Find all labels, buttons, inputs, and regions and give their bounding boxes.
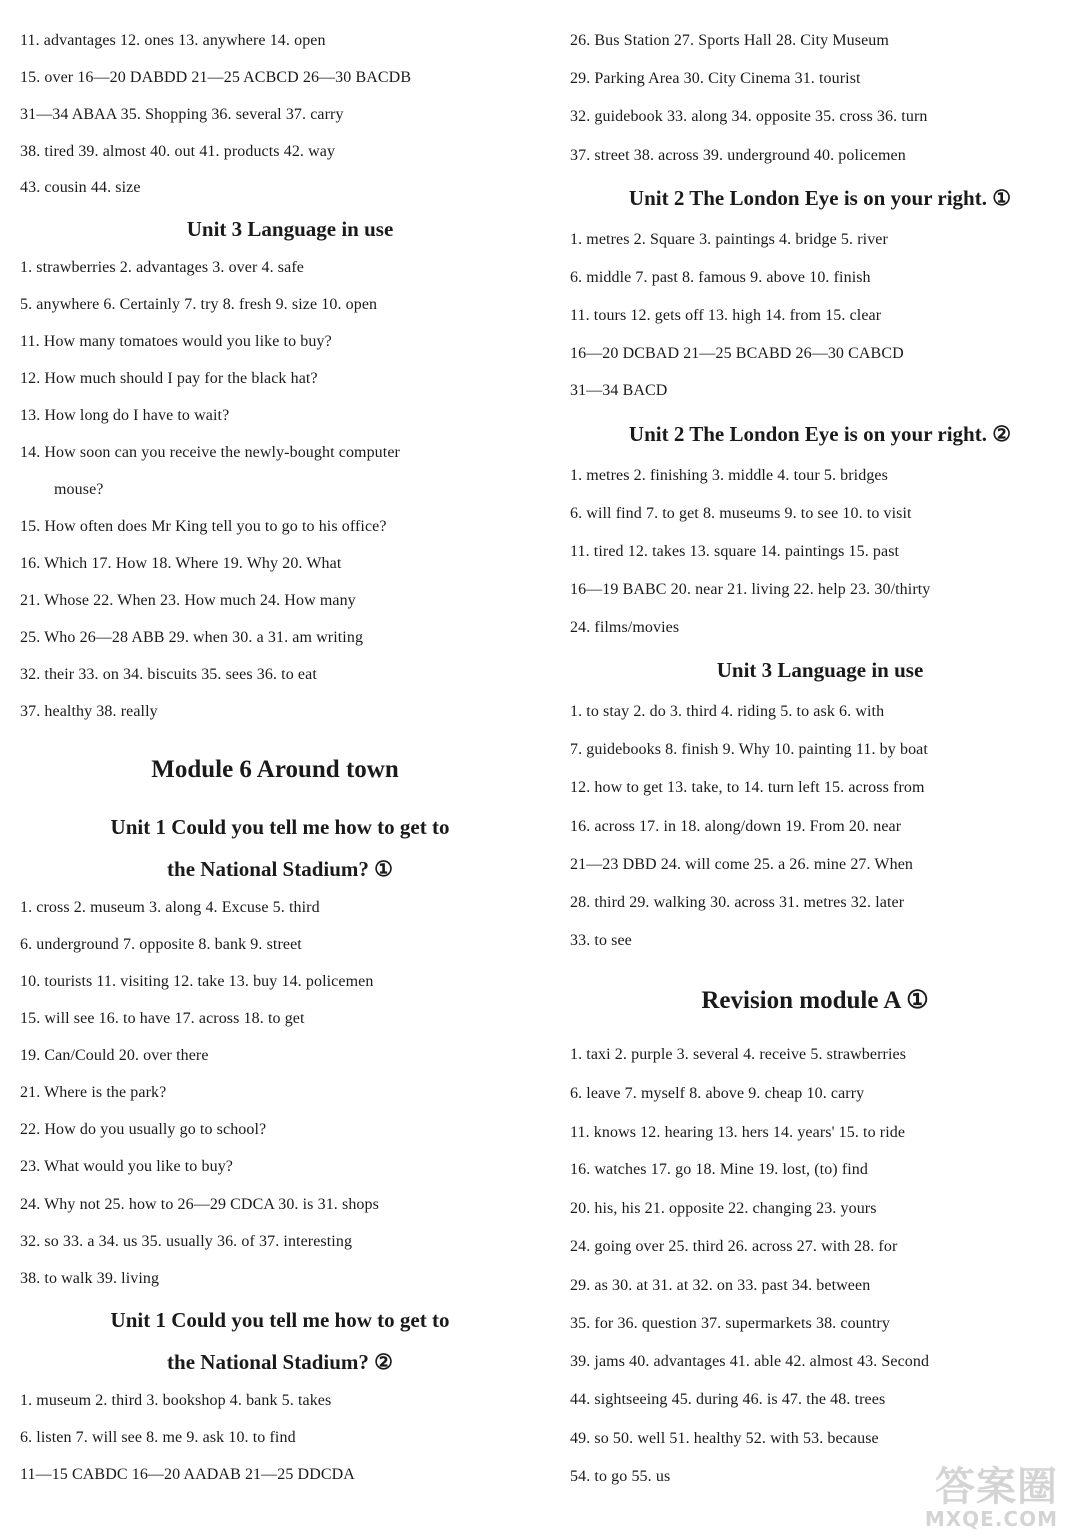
answer-line: 28. third 29. walking 30. across 31. metres 32. later: [570, 894, 905, 911]
answer-line: 23. What would you like to buy?: [20, 1158, 233, 1175]
answer-line: 1. strawberries 2. advantages 3. over 4. safe: [20, 259, 304, 276]
answer-line: 32. their 33. on 34. biscuits 35. sees 36. to eat: [20, 666, 317, 683]
answer-line: 39. jams 40. advantages 41. able 42. almost 43. Second: [570, 1353, 930, 1370]
section-heading: the National Stadium? ①: [167, 857, 393, 881]
answer-line: 1. cross 2. museum 3. along 4. Excuse 5. third: [20, 899, 320, 916]
answer-line: 21. Where is the park?: [20, 1084, 167, 1101]
section-heading: Unit 2 The London Eye is on your right. ①: [628, 186, 1012, 210]
answer-line: 38. to walk 39. living: [20, 1270, 160, 1287]
section-heading: Revision module A ①: [701, 987, 929, 1014]
answer-line: 5. anywhere 6. Certainly 7. try 8. fresh 9. size 10. open: [20, 296, 378, 313]
answer-line: 15. How often does Mr King tell you to go to his office?: [20, 518, 387, 535]
section-heading: Unit 3 Language in use: [716, 658, 924, 682]
answer-line: 24. Why not 25. how to 26—29 CDCA 30. is 31. shops: [20, 1196, 379, 1213]
answer-line: 16. Which 17. How 18. Where 19. Why 20. What: [20, 555, 342, 572]
answer-line: 16—19 BABC 20. near 21. living 22. help 23. 30/thirty: [570, 581, 931, 598]
answer-line: 24. going over 25. third 26. across 27. with 28. for: [570, 1238, 898, 1255]
answer-line: 6. listen 7. will see 8. me 9. ask 10. to find: [20, 1429, 296, 1446]
answer-line: 10. tourists 11. visiting 12. take 13. buy 14. policemen: [20, 973, 374, 990]
answer-line: 11. knows 12. hearing 13. hers 14. years' 15. to ride: [570, 1124, 906, 1141]
answer-line: 33. to see: [570, 932, 632, 949]
answer-line: 16. across 17. in 18. along/down 19. From 20. near: [570, 818, 902, 835]
answer-line: 6. underground 7. opposite 8. bank 9. street: [20, 936, 302, 953]
answer-line: 1. taxi 2. purple 3. several 4. receive 5. strawberries: [570, 1046, 907, 1063]
answer-line: 32. so 33. a 34. us 35. usually 36. of 37. interesting: [20, 1233, 353, 1250]
watermark-url: MXQE.COM: [924, 1507, 1058, 1531]
answer-line: 6. middle 7. past 8. famous 9. above 10. finish: [570, 269, 871, 286]
answer-line: 37. street 38. across 39. underground 40. policemen: [570, 147, 906, 164]
answer-line: 12. how to get 13. take, to 14. turn left 15. across from: [570, 779, 925, 796]
answer-line: 24. films/movies: [570, 619, 680, 636]
answer-line: 37. healthy 38. really: [20, 703, 158, 720]
section-heading: Unit 3 Language in use: [186, 217, 394, 241]
answer-line: 1. metres 2. finishing 3. middle 4. tour 5. bridges: [570, 467, 888, 484]
answer-line: 11. How many tomatoes would you like to buy?: [20, 333, 332, 350]
answer-line: 13. How long do I have to wait?: [20, 407, 230, 424]
module-heading: Module 6 Around town: [151, 756, 399, 783]
answer-line: 21—23 DBD 24. will come 25. a 26. mine 27. When: [570, 856, 914, 873]
answer-line: 29. Parking Area 30. City Cinema 31. tourist: [570, 70, 861, 87]
answer-line: 25. Who 26—28 ABB 29. when 30. a 31. am writing: [20, 629, 364, 646]
answer-line: 22. How do you usually go to school?: [20, 1121, 267, 1138]
answer-line: 49. so 50. well 51. healthy 52. with 53. because: [570, 1430, 879, 1447]
answer-line: 54. to go 55. us: [570, 1468, 671, 1485]
answer-line: 6. leave 7. myself 8. above 9. cheap 10. carry: [570, 1085, 865, 1102]
answer-line: 11—15 CABDC 16—20 AADAB 21—25 DDCDA: [20, 1466, 355, 1483]
answer-line: 21. Whose 22. When 23. How much 24. How many: [20, 592, 356, 609]
answer-line: 43. cousin 44. size: [20, 179, 141, 196]
answer-line: 19. Can/Could 20. over there: [20, 1047, 209, 1064]
answer-line: 32. guidebook 33. along 34. opposite 35. cross 36. turn: [570, 108, 928, 125]
answer-line: 26. Bus Station 27. Sports Hall 28. City Museum: [570, 32, 889, 49]
answer-line: 31—34 BACD: [570, 382, 668, 399]
section-heading: the National Stadium? ②: [167, 1350, 393, 1374]
answer-line: 7. guidebooks 8. finish 9. Why 10. painting 11. by boat: [570, 741, 928, 758]
watermark: [925, 1466, 1058, 1530]
answer-line: 16—20 DCBAD 21—25 BCABD 26—30 CABCD: [570, 345, 904, 362]
answer-line: 15. over 16—20 DABDD 21—25 ACBCD 26—30 BACDB: [20, 69, 412, 86]
answer-line: 14. How soon can you receive the newly-bought computer: [20, 444, 400, 461]
answer-line: 44. sightseeing 45. during 46. is 47. the 48. trees: [570, 1391, 886, 1408]
answer-line: 11. tours 12. gets off 13. high 14. from 15. clear: [570, 307, 882, 324]
answer-line: 12. How much should I pay for the black hat?: [20, 370, 318, 387]
section-heading: Unit 1 Could you tell me how to get to: [110, 1308, 450, 1332]
section-heading: Unit 2 The London Eye is on your right. ②: [628, 422, 1012, 446]
answer-line: 29. as 30. at 31. at 32. on 33. past 34. between: [570, 1277, 871, 1294]
section-heading: Unit 1 Could you tell me how to get to: [110, 815, 450, 839]
answer-line: 38. tired 39. almost 40. out 41. products 42. way: [20, 143, 336, 160]
answer-line: 15. will see 16. to have 17. across 18. to get: [20, 1010, 305, 1027]
answer-line: 16. watches 17. go 18. Mine 19. lost, (to) find: [570, 1161, 868, 1178]
answer-line: 35. for 36. question 37. supermarkets 38. country: [570, 1315, 890, 1332]
answer-line: 1. metres 2. Square 3. paintings 4. bridge 5. river: [570, 231, 888, 248]
answer-line: mouse?: [54, 481, 104, 498]
answer-line: 1. museum 2. third 3. bookshop 4. bank 5. takes: [20, 1392, 332, 1409]
answer-line: 20. his, his 21. opposite 22. changing 23. yours: [570, 1200, 877, 1217]
answer-line: 11. advantages 12. ones 13. anywhere 14. open: [20, 32, 326, 49]
answer-line: 6. will find 7. to get 8. museums 9. to see 10. to visit: [570, 505, 912, 522]
answer-line: 11. tired 12. takes 13. square 14. paintings 15. past: [570, 543, 900, 560]
answer-line: 1. to stay 2. do 3. third 4. riding 5. to ask 6. with: [570, 703, 885, 720]
watermark-cn: 答案圈: [935, 1464, 1058, 1510]
answer-line: 31—34 ABAA 35. Shopping 36. several 37. carry: [20, 106, 344, 123]
